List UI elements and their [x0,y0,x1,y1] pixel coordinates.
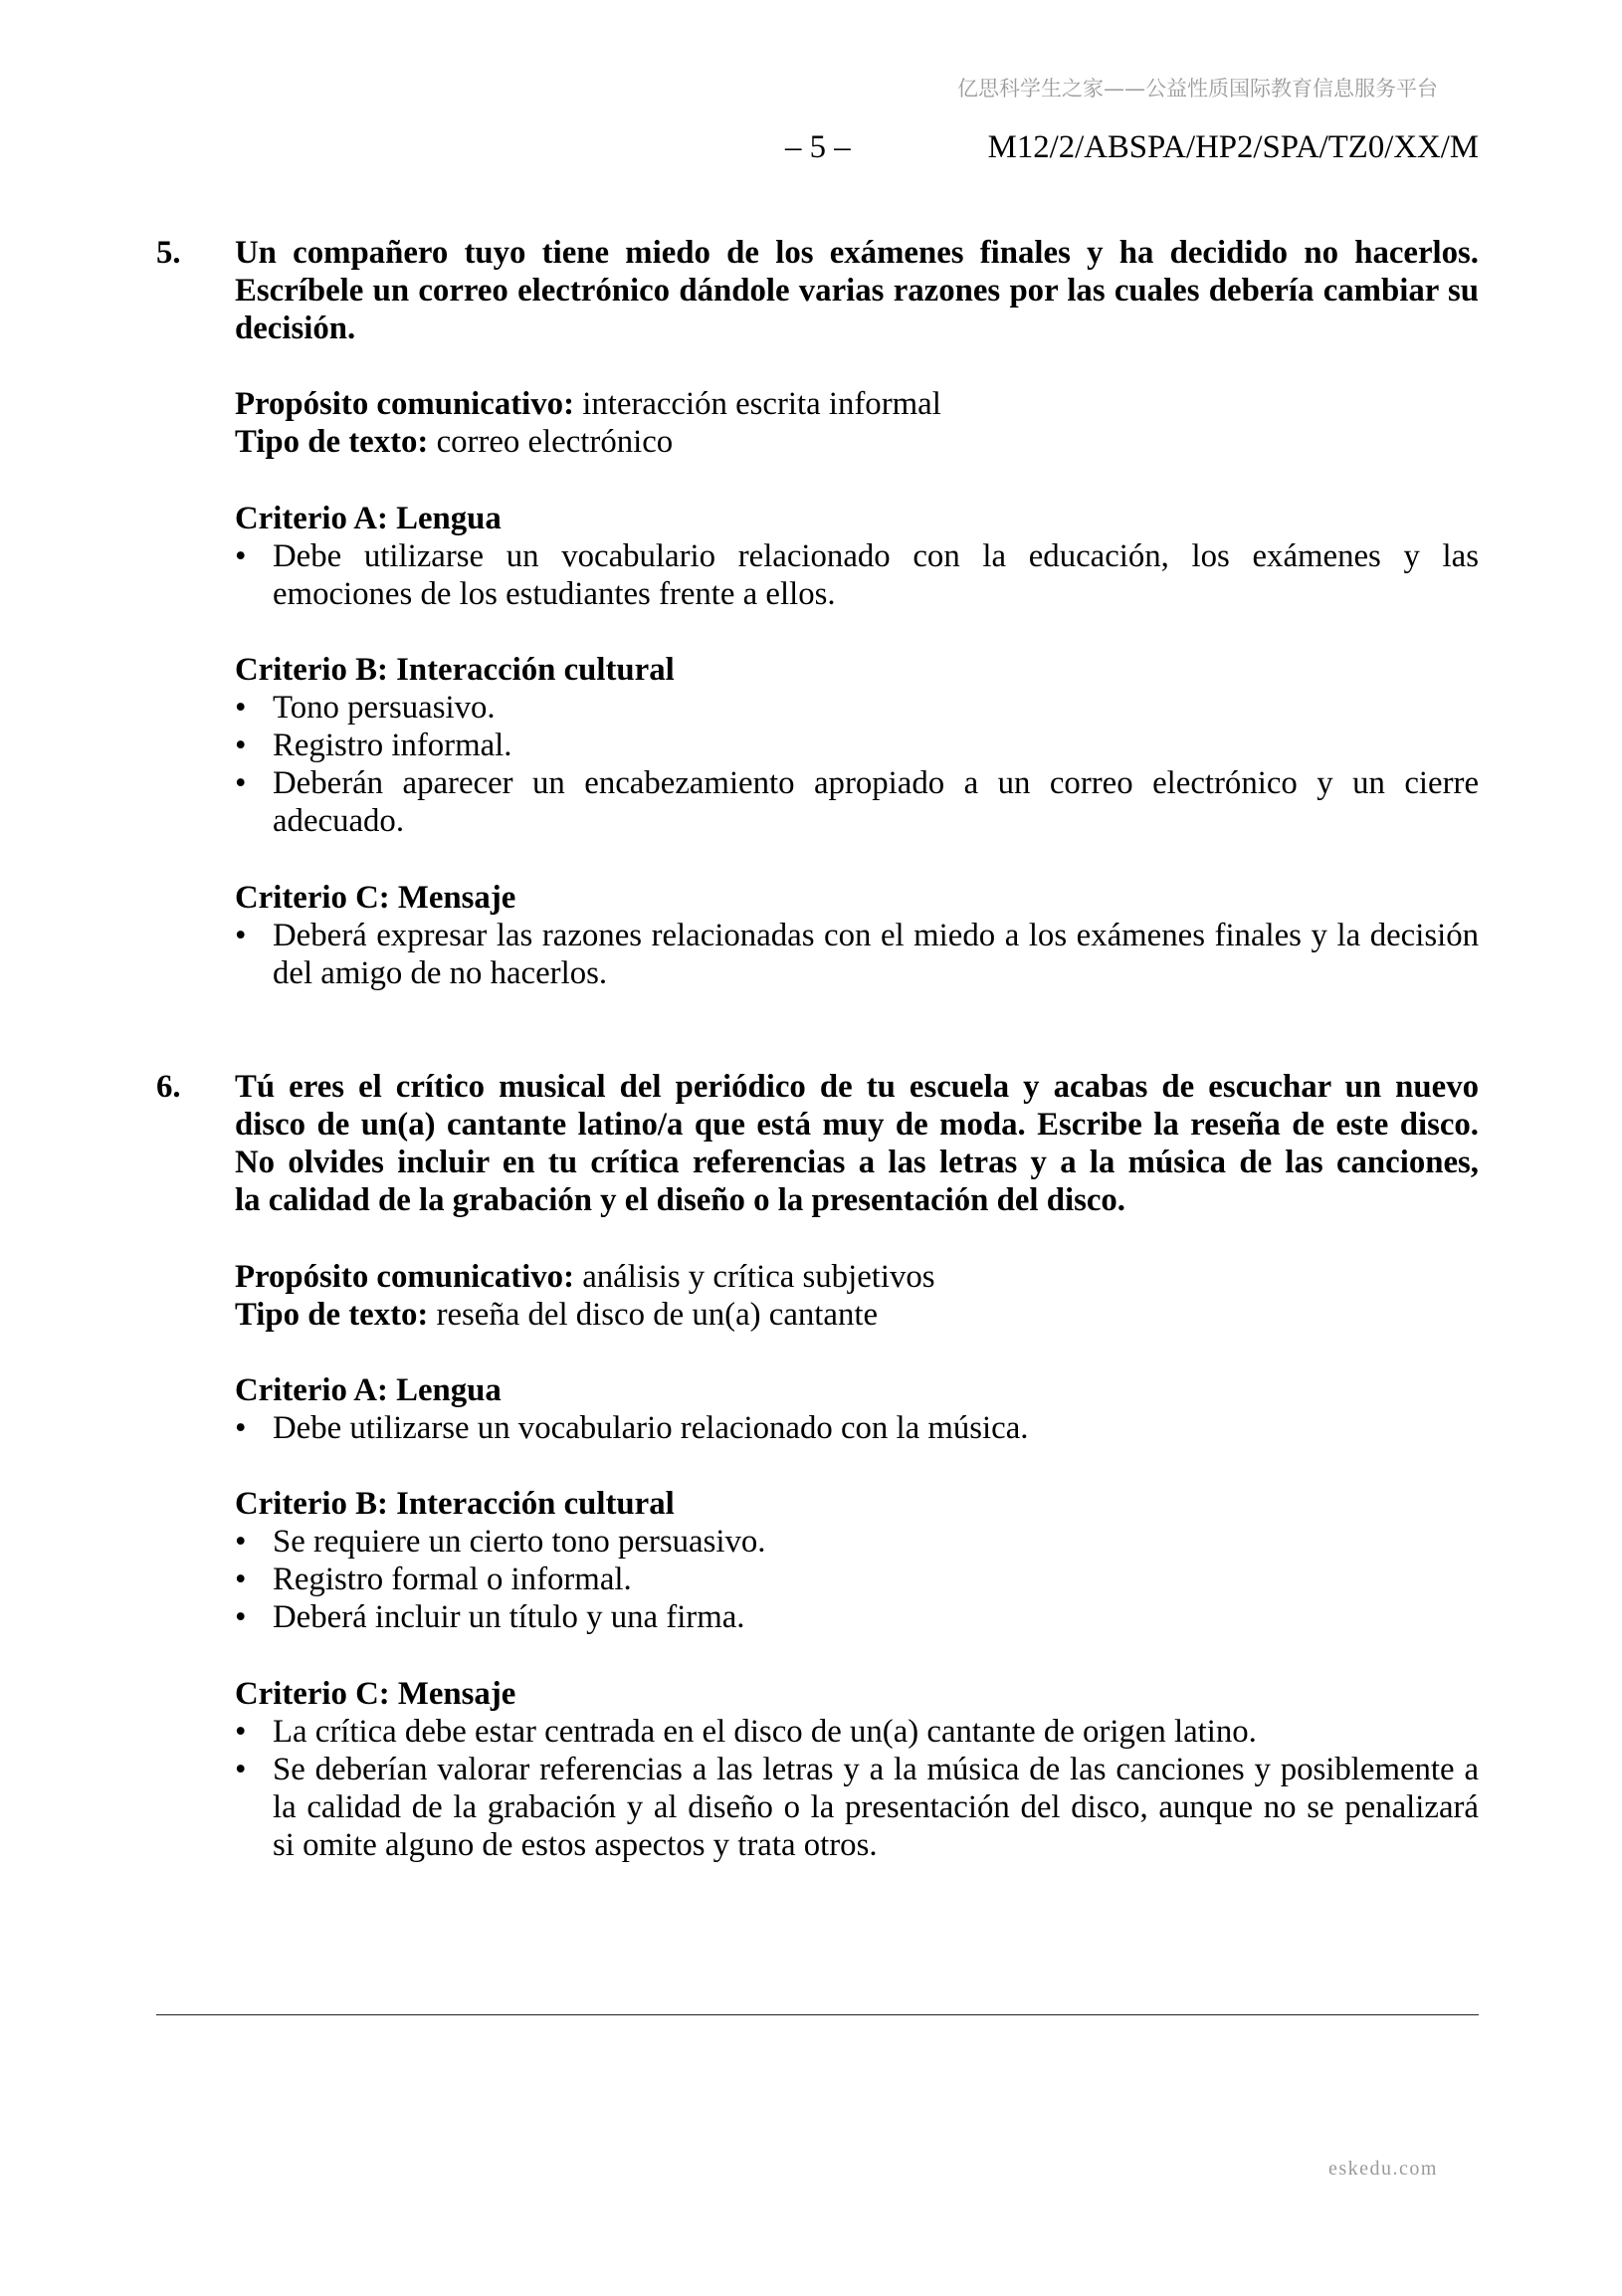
bullet-item [156,1523,1479,1561]
question-prompt-line: decisión. [235,311,356,347]
bullet-item [156,1409,1479,1447]
bullet-marker: • [235,1409,247,1446]
bullet-item [156,1561,1479,1598]
purpose-value: análisis y crítica subjetivos [582,1258,935,1295]
question-prompt-line: disco de un(a) cantante latino/a que está muy de moda. Escribe la reseña de este disco. [235,1107,1479,1144]
text-type-label: Tipo de texto: [235,1296,429,1333]
bullet-item [156,689,1479,727]
bullet-item [156,727,1479,764]
bullet-line: La crítica debe estar centrada en el disco de un(a) cantante de origen latino. [273,1713,1257,1750]
text-type [235,1296,1479,1334]
question-number: 6. [156,1069,181,1106]
criterion-title: Criterio A: Lengua [235,1371,502,1408]
bullet-item [156,1713,1479,1751]
text-type [235,423,1479,461]
footer-rule [156,2014,1479,2015]
bullet-line: la calidad de la grabación y al diseño o la presentación del disco, aunque no se penalizará [273,1788,1479,1825]
watermark-text: 亿思科学生之家——公益性质国际教育信息服务平台 [957,77,1438,101]
text-type-value: correo electrónico [436,424,674,461]
page-number: – 5 – [785,129,851,165]
purpose-label: Propósito comunicativo: [235,386,575,423]
communicative-purpose [235,385,1479,423]
criterion-title: Criterio C: Mensaje [235,879,516,916]
bullet-marker: • [235,1599,247,1636]
bullet-line: Deberá incluir un título y una firma. [273,1599,745,1636]
bullet-marker: • [235,690,247,727]
criterion-title: Criterio B: Interacción cultural [235,1486,675,1523]
purpose-value: interacción escrita informal [582,386,941,423]
bullet-marker: • [235,1524,247,1561]
bullet-line: del amigo de no hacerlos. [273,954,608,991]
bullet-line: emociones de los estudiantes frente a ellos. [273,575,836,612]
question-prompt-line: No olvides incluir en tu crítica referencias a las letras y a la música de las canciones, [235,1145,1479,1181]
footer-site-text: eskedu.com [1328,2158,1438,2180]
bullet-line: Deberá expresar las razones relacionadas con el miedo a los exámenes finales y la decisión [273,917,1479,953]
bullet-line: Tono persuasivo. [273,690,496,727]
bullet-line: adecuado. [273,803,405,840]
bullet-marker: • [235,765,247,802]
bullet-marker: • [235,1562,247,1598]
criterion-title: Criterio A: Lengua [235,500,502,536]
question-5 [156,234,1479,992]
bullet-line: si omite alguno de estos aspectos y trata otros. [273,1826,878,1863]
criterion-title: Criterio C: Mensaje [235,1675,516,1712]
bullet-line: Deberán aparecer un encabezamiento apropiado a un correo electrónico y un cierre [273,765,1479,802]
text-type-label: Tipo de texto: [235,424,429,461]
bullet-marker: • [235,728,247,764]
bullet-item [156,1751,1479,1864]
criterion-title: Criterio B: Interacción cultural [235,652,675,689]
bullet-marker: • [235,1751,247,1787]
bullet-line: Debe utilizarse un vocabulario relacionado con la educación, los exámenes y las [273,537,1479,574]
question-prompt-line: Tú eres el crítico musical del periódico de tu escuela y acabas de escuchar un nuevo [235,1069,1479,1106]
bullet-line: Se requiere un cierto tono persuasivo. [273,1524,766,1561]
bullet-line: Registro informal. [273,728,512,764]
bullet-marker: • [235,917,247,953]
purpose-label: Propósito comunicativo: [235,1258,575,1295]
bullet-line: Se deberían valorar referencias a las letras y a la música de las canciones y posiblemente a [273,1751,1479,1787]
bullet-marker: • [235,1713,247,1750]
bullet-line: Debe utilizarse un vocabulario relacionado con la música. [273,1409,1029,1446]
question-prompt-line: Escríbele un correo electrónico dándole varias razones por las cuales debería cambiar su [235,273,1479,310]
question-6 [156,1068,1479,1864]
question-number: 5. [156,235,181,271]
bullet-item [156,917,1479,992]
question-prompt-line: Un compañero tuyo tiene miedo de los exámenes finales y ha decidido no hacerlos. [235,235,1479,271]
question-prompt-line: la calidad de la grabación y el diseño o la presentación del disco. [235,1182,1125,1219]
bullet-item [156,537,1479,613]
bullet-marker: • [235,537,247,574]
bullet-line: Registro formal o informal. [273,1562,632,1598]
bullet-item [156,1598,1479,1636]
communicative-purpose [235,1258,1479,1296]
markscheme-body [156,234,1479,1864]
bullet-item [156,764,1479,840]
document-code: M12/2/ABSPA/HP2/SPA/TZ0/XX/M [987,129,1479,165]
text-type-value: reseña del disco de un(a) cantante [436,1296,879,1333]
